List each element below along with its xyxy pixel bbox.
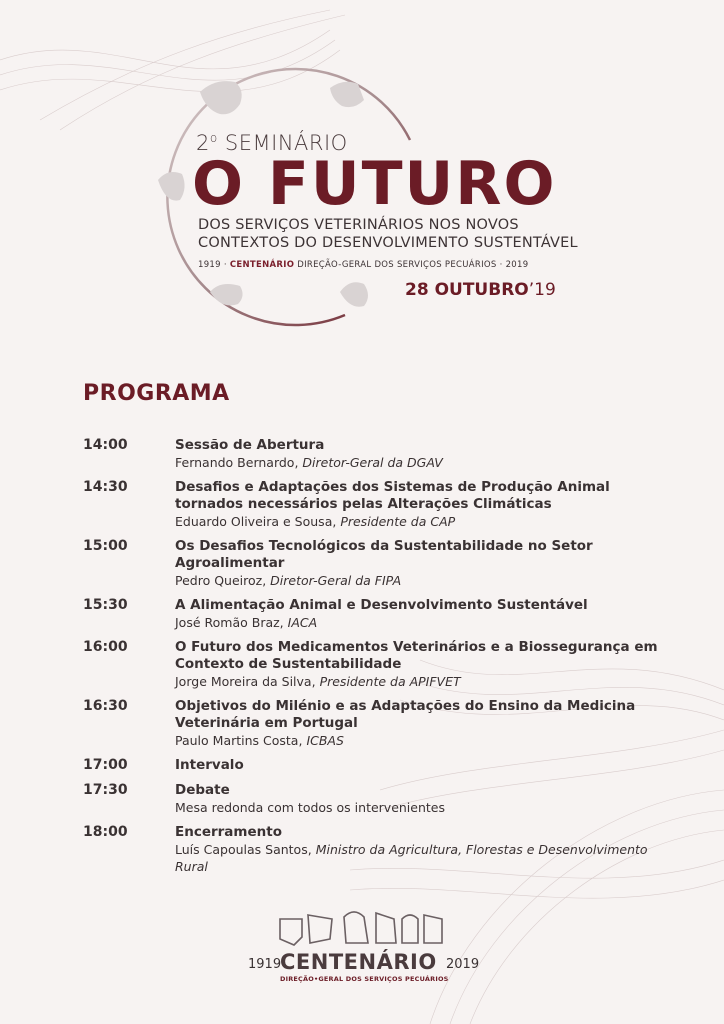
speaker-role: Presidente da APIFVET bbox=[319, 674, 461, 689]
horse-outline-icon bbox=[344, 912, 368, 943]
centenary-line: 1919 · CENTENÁRIO DIREÇÃO-GERAL DOS SERVIÇOS PECUÁRIOS · 2019 bbox=[198, 260, 529, 270]
program-item bbox=[83, 437, 663, 471]
seminar-number: 2$^o$ SEMINÁRIO bbox=[196, 131, 348, 155]
program-item bbox=[83, 597, 663, 631]
program-list bbox=[83, 437, 663, 883]
speaker-name: Fernando Bernardo, bbox=[175, 455, 299, 470]
speaker-name: Pedro Queiroz, bbox=[175, 573, 267, 588]
pig-outline-icon bbox=[280, 919, 302, 945]
program-item bbox=[83, 757, 663, 774]
program-item-speaker bbox=[175, 841, 663, 875]
rooster-outline-icon bbox=[402, 915, 418, 943]
pig-head-icon bbox=[210, 284, 243, 306]
program-item-time: 16:30 bbox=[83, 698, 128, 714]
program-item bbox=[83, 538, 663, 589]
sheep-head-icon bbox=[158, 172, 185, 201]
program-item-speaker bbox=[175, 572, 663, 589]
speaker-name: Jorge Moreira da Silva, bbox=[175, 674, 316, 689]
speaker-role: Diretor-Geral da FIPA bbox=[270, 573, 402, 588]
program-item-time: 17:30 bbox=[83, 782, 128, 798]
subtitle-line-2: CONTEXTOS DO DESENVOLVIMENTO SUSTENTÁVEL bbox=[198, 235, 578, 251]
speaker-name: Paulo Martins Costa, bbox=[175, 733, 303, 748]
speaker-role: Presidente da CAP bbox=[340, 514, 456, 529]
program-item-title: Debate bbox=[175, 782, 230, 798]
program-item-time: 18:00 bbox=[83, 824, 128, 840]
program-item-title: Desafios e Adaptações dos Sistemas de Produção Animal tornados necessários pelas Alterações Climáticas bbox=[175, 479, 610, 512]
program-item-title: Intervalo bbox=[175, 757, 244, 773]
speaker-name: José Romão Braz, bbox=[175, 615, 284, 630]
footer-organization: DIREÇÃO•GERAL DOS SERVIÇOS PECUÁRIOS bbox=[280, 975, 449, 983]
goat-outline-icon bbox=[376, 913, 396, 943]
program-item-title: A Alimentação Animal e Desenvolvimento Sustentável bbox=[175, 597, 588, 613]
program-item-speaker bbox=[175, 799, 663, 816]
program-item-title: Encerramento bbox=[175, 824, 282, 840]
program-item-time: 15:00 bbox=[83, 538, 128, 554]
footer-animal-logo bbox=[276, 905, 446, 953]
program-item-title: O Futuro dos Medicamentos Veterinários e a Biossegurança em Contexto de Sustentabilidade bbox=[175, 639, 658, 672]
program-item bbox=[83, 698, 663, 749]
sheep-outline-icon bbox=[424, 915, 442, 943]
program-item bbox=[83, 479, 663, 530]
program-item bbox=[83, 824, 663, 875]
footer-year-start: 1919 bbox=[248, 957, 282, 972]
event-date: 28 OUTUBRO’19 bbox=[405, 280, 556, 300]
footer-year-end: 2019 bbox=[446, 957, 480, 972]
program-item-speaker bbox=[175, 513, 663, 530]
program-item-time: 14:30 bbox=[83, 479, 128, 495]
program-item-speaker bbox=[175, 732, 663, 749]
speaker-role: ICBAS bbox=[306, 733, 344, 748]
program-item-title: Os Desafios Tecnológicos da Sustentabilidade no Setor Agroalimentar bbox=[175, 538, 593, 571]
subtitle-line-1: DOS SERVIÇOS VETERINÁRIOS NOS NOVOS bbox=[198, 217, 519, 233]
main-title: O FUTURO bbox=[192, 149, 557, 219]
speaker-role: Ministro da Agricultura, Florestas e Desenvolvimento Rural bbox=[175, 842, 648, 874]
program-item-time: 17:00 bbox=[83, 757, 128, 773]
speaker-role: Diretor-Geral da DGAV bbox=[302, 455, 443, 470]
program-item-speaker bbox=[175, 673, 663, 690]
program-item-time: 16:00 bbox=[83, 639, 128, 655]
program-item-time: 15:30 bbox=[83, 597, 128, 613]
program-item-title: Objetivos do Milénio e as Adaptações do Ensino da Medicina Veterinária em Portugal bbox=[175, 698, 636, 731]
program-item bbox=[83, 639, 663, 690]
program-item-speaker bbox=[175, 614, 663, 631]
program-heading: PROGRAMA bbox=[83, 381, 230, 406]
program-item-time: 14:00 bbox=[83, 437, 128, 453]
cow-outline-icon bbox=[308, 915, 332, 943]
speaker-name: Eduardo Oliveira e Sousa, bbox=[175, 514, 337, 529]
cow-head-icon bbox=[200, 81, 242, 114]
program-item-speaker bbox=[175, 454, 663, 471]
speaker-role: IACA bbox=[287, 615, 318, 630]
program-item-title: Sessão de Abertura bbox=[175, 437, 325, 453]
speaker-name: Mesa redonda com todos os intervenientes bbox=[175, 800, 445, 815]
rooster-icon bbox=[340, 282, 368, 307]
speaker-name: Luís Capoulas Santos, bbox=[175, 842, 312, 857]
program-item bbox=[83, 782, 663, 816]
footer-centenary: CENTENÁRIO bbox=[280, 950, 437, 974]
